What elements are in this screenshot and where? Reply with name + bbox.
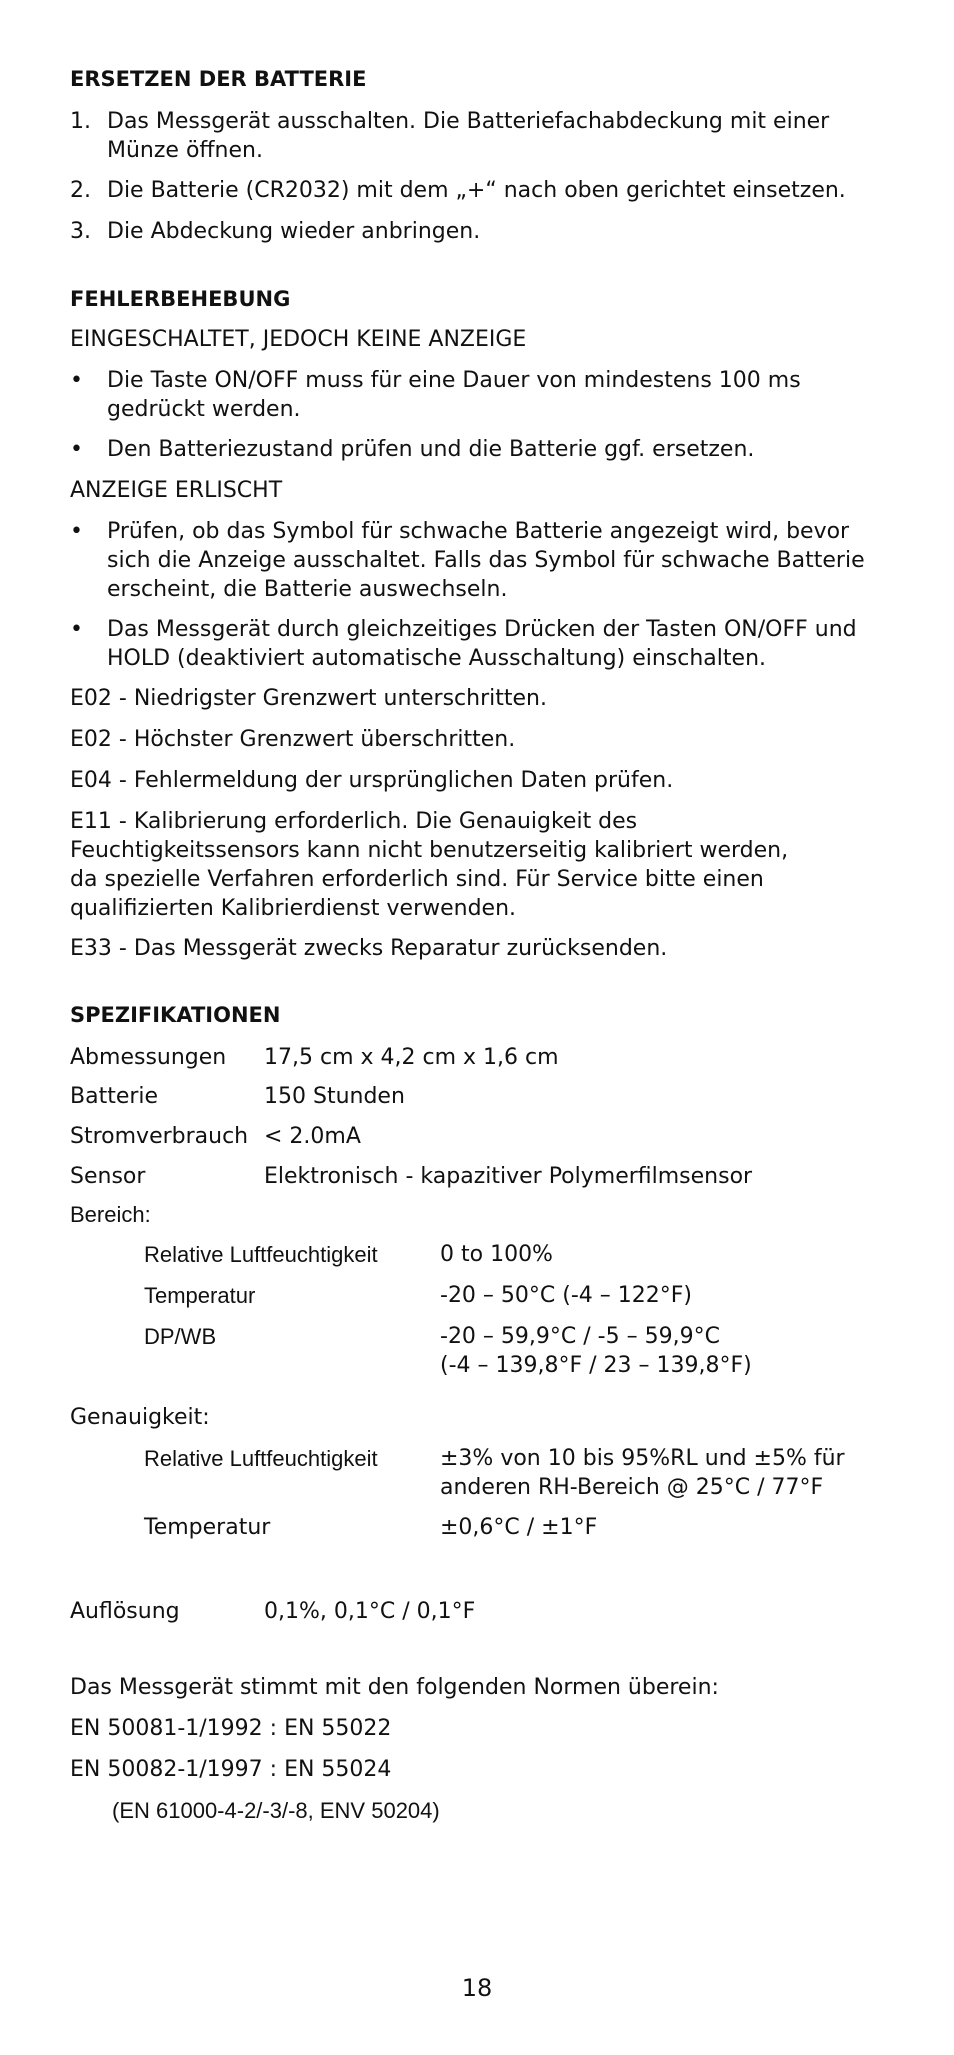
bullet-text: Das Messgerät durch gleichzeitiges Drücken der Tasten ON/OFF und: [107, 617, 857, 642]
norm-line: EN 50082-1/1997 : EN 55024: [70, 1757, 392, 1782]
bullet-marker: •: [70, 617, 83, 642]
bullet-text: Prüfen, ob das Symbol für schwache Batterie angezeigt wird, bevor: [107, 519, 850, 544]
resolution-label: Auflösung: [70, 1599, 180, 1624]
accuracy-row-value: ±0,6°C / ±1°F: [440, 1515, 598, 1540]
error-code-e33: E33 - Das Messgerät zwecks Reparatur zurücksenden.: [70, 936, 668, 961]
step-text: Das Messgerät ausschalten. Die Batteriefachabdeckung mit einer: [107, 109, 830, 134]
step-number: 3.: [70, 219, 91, 244]
spec-label: Stromverbrauch: [70, 1124, 249, 1149]
spec-value: Elektronisch - kapazitiver Polymerfilmsensor: [264, 1164, 753, 1189]
error-text: Feuchtigkeitssensors kann nicht benutzerseitig kalibriert werden,: [70, 838, 789, 863]
step-text: Die Abdeckung wieder anbringen.: [107, 219, 481, 244]
spec-label: Sensor: [70, 1164, 146, 1189]
range-row-label: DP/WB: [144, 1324, 217, 1349]
range-label: Bereich:: [70, 1202, 151, 1227]
spec-label: Abmessungen: [70, 1045, 227, 1070]
range-row-value: 0 to 100%: [440, 1242, 553, 1267]
range-row-value: (-4 – 139,8°F / 23 – 139,8°F): [440, 1353, 752, 1378]
step-number: 1.: [70, 109, 91, 134]
range-row-value: -20 – 50°C (-4 – 122°F): [440, 1283, 693, 1308]
bullet-marker: •: [70, 368, 83, 393]
spec-label: Batterie: [70, 1084, 159, 1109]
bullet-text: erscheint, die Batterie auswechseln.: [107, 577, 508, 602]
spec-value: 150 Stunden: [264, 1084, 405, 1109]
step-number: 2.: [70, 178, 91, 203]
troubleshooting-heading: FEHLERBEHEBUNG: [70, 287, 291, 311]
bullet-text: HOLD (deaktiviert automatische Ausschaltung) einschalten.: [107, 646, 767, 671]
range-row-value: -20 – 59,9°C / -5 – 59,9°C: [440, 1324, 720, 1349]
subheading-display-off: ANZEIGE ERLISCHT: [70, 478, 283, 503]
step-text: Die Batterie (CR2032) mit dem „+“ nach oben gerichtet einsetzen.: [107, 178, 846, 203]
error-text: da spezielle Verfahren erforderlich sind. Für Service bitte einen: [70, 867, 764, 892]
spec-value: 17,5 cm x 4,2 cm x 1,6 cm: [264, 1045, 559, 1070]
norms-intro: Das Messgerät stimmt mit den folgenden Normen überein:: [70, 1675, 719, 1700]
resolution-value: 0,1%, 0,1°C / 0,1°F: [264, 1599, 476, 1624]
accuracy-row-value: anderen RH-Bereich @ 25°C / 77°F: [440, 1475, 824, 1500]
bullet-text: sich die Anzeige ausschaltet. Falls das Symbol für schwache Batterie: [107, 548, 865, 573]
bullet-marker: •: [70, 519, 83, 544]
error-code-e02-low: E02 - Niedrigster Grenzwert unterschritten.: [70, 686, 547, 711]
error-text: qualifizierten Kalibrierdienst verwenden.: [70, 896, 517, 921]
bullet-text: Den Batteriezustand prüfen und die Batterie ggf. ersetzen.: [107, 437, 755, 462]
range-row-label: Temperatur: [144, 1283, 256, 1308]
battery-heading: ERSETZEN DER BATTERIE: [70, 67, 367, 91]
accuracy-row-value: ±3% von 10 bis 95%RL und ±5% für: [440, 1446, 845, 1471]
error-code-e02-high: E02 - Höchster Grenzwert überschritten.: [70, 727, 516, 752]
norm-line: (EN 61000-4-2/-3/-8, ENV 50204): [112, 1798, 440, 1823]
accuracy-row-label: Relative Luftfeuchtigkeit: [144, 1446, 378, 1471]
step-text: Münze öffnen.: [107, 138, 263, 163]
accuracy-label: Genauigkeit:: [70, 1405, 210, 1430]
range-row-label: Relative Luftfeuchtigkeit: [144, 1242, 378, 1267]
bullet-text: Die Taste ON/OFF muss für eine Dauer von mindestens 100 ms: [107, 368, 801, 393]
accuracy-row-label: Temperatur: [144, 1515, 271, 1540]
norm-line: EN 50081-1/1992 : EN 55022: [70, 1716, 392, 1741]
error-code-e04: E04 - Fehlermeldung der ursprünglichen Daten prüfen.: [70, 768, 674, 793]
bullet-marker: •: [70, 437, 83, 462]
spec-value: < 2.0mA: [264, 1124, 361, 1149]
bullet-text: gedrückt werden.: [107, 397, 301, 422]
page-number: 18: [461, 1974, 493, 2002]
specifications-heading: SPEZIFIKATIONEN: [70, 1003, 281, 1027]
subheading-no-display: EINGESCHALTET, JEDOCH KEINE ANZEIGE: [70, 327, 527, 352]
error-text: E11 - Kalibrierung erforderlich. Die Genauigkeit des: [70, 809, 638, 834]
